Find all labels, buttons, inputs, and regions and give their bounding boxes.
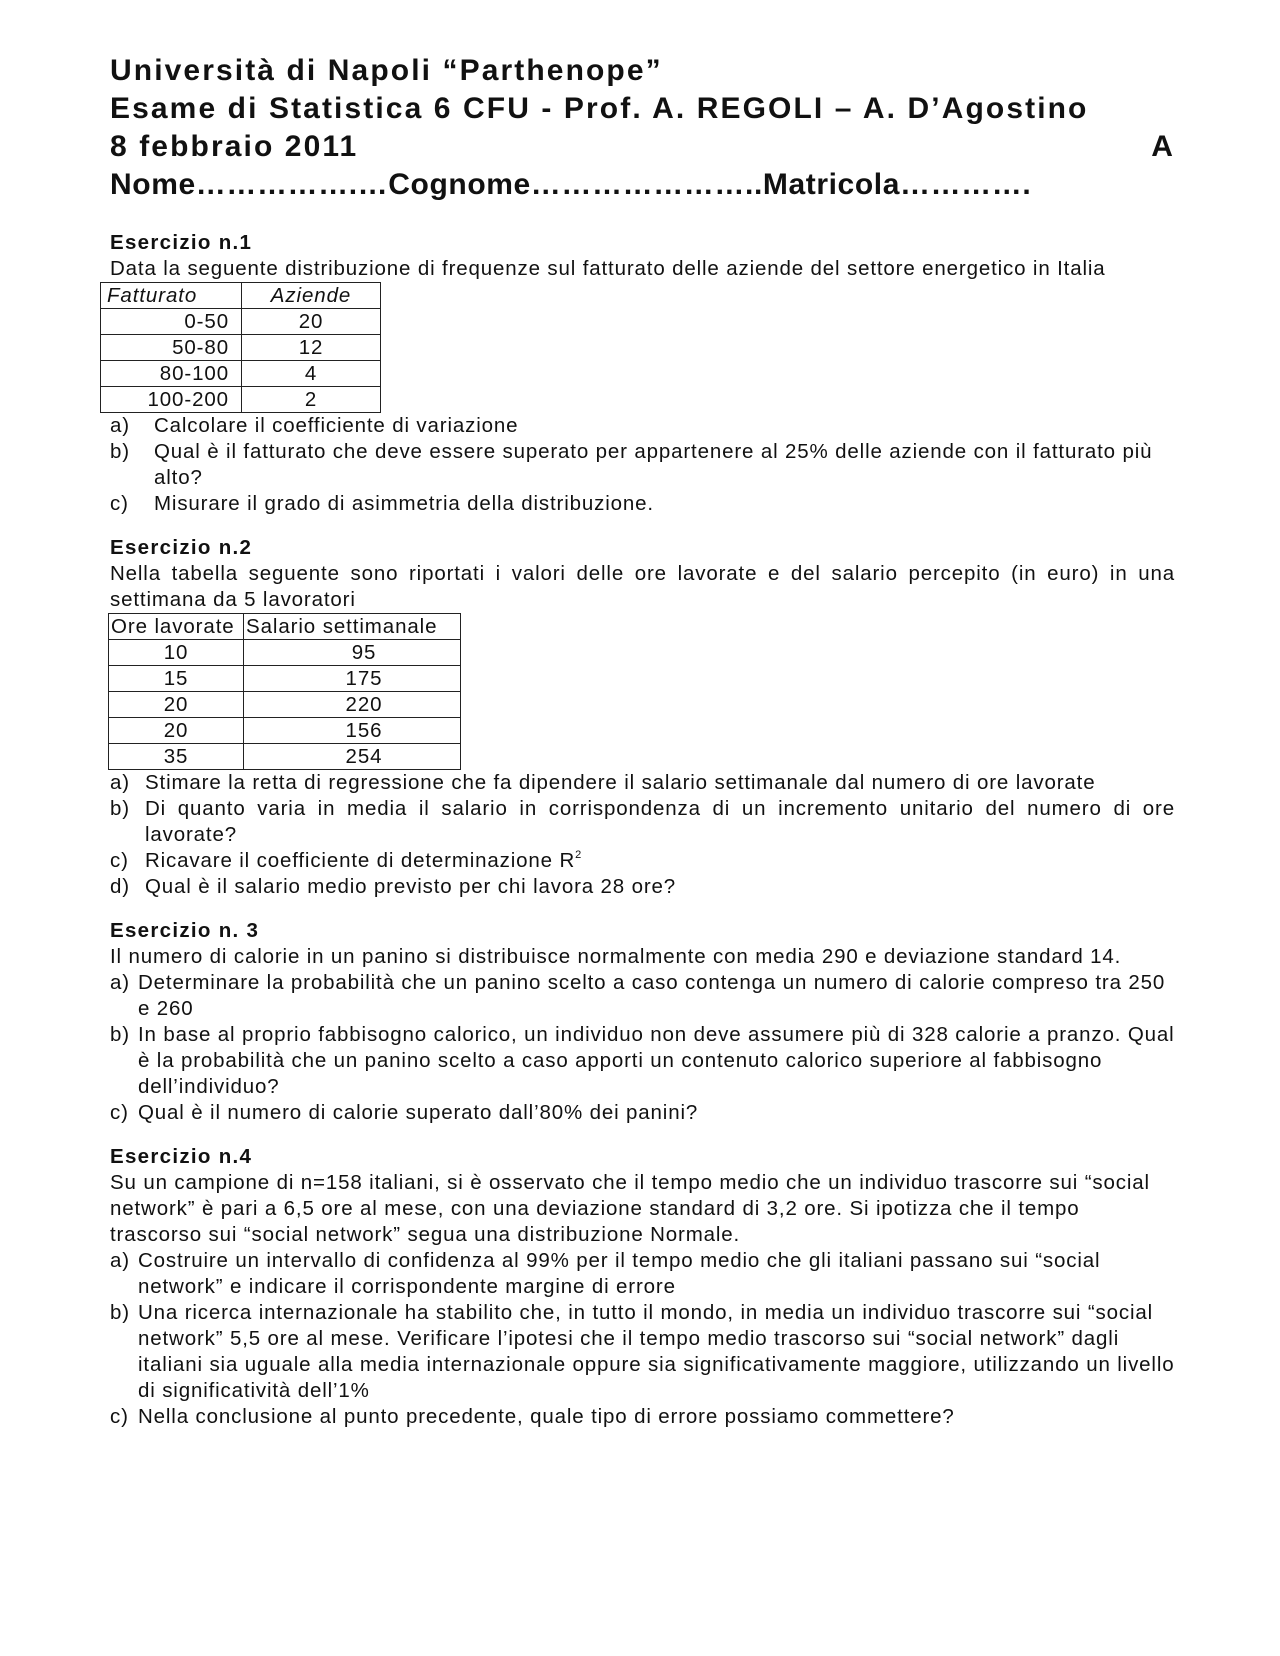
exercise-intro: Data la seguente distribuzione di frequenze sul fatturato delle aziende del settore energetico in Italia [110, 257, 1106, 280]
exercise-intro: Il numero di calorie in un panino si distribuisce normalmente con media 290 e deviazione standard 14. [110, 945, 1122, 968]
table-header-row [109, 614, 461, 640]
table-cell: 100-200 [101, 387, 242, 413]
table-cell: 15 [109, 666, 244, 692]
table-cell: 4 [242, 361, 381, 387]
question-item [110, 970, 1175, 1022]
question-item [110, 1100, 1175, 1126]
question-item [110, 439, 1175, 491]
question-text: In base al proprio fabbisogno calorico, un individuo non deve assumere più di 328 calorie a pranzo. Qual è la probabilità che un panino scelto a caso apporti un contenuto calorico superiore al fabbisogno dell’individuo? [138, 1023, 1175, 1098]
table-cell: 20 [242, 309, 381, 335]
question-item [110, 796, 1175, 848]
question-list [110, 970, 1175, 1126]
exam-version: A [1151, 130, 1175, 163]
question-item [110, 1022, 1175, 1100]
question-label: c) [110, 1405, 129, 1428]
table-row [101, 309, 381, 335]
column-header: Aziende [242, 283, 381, 309]
column-header: Ore lavorate [109, 614, 244, 640]
exam-title: Esame di Statistica 6 CFU - Prof. A. REGOLI – A. D’Agostino [110, 92, 1089, 125]
question-item [110, 1248, 1175, 1300]
university-title: Università di Napoli “Parthenope” [110, 54, 663, 87]
question-label: c) [110, 492, 129, 515]
question-label: b) [110, 1023, 130, 1046]
question-text [145, 848, 1175, 874]
question-label: a) [110, 771, 130, 794]
question-item [110, 874, 1175, 900]
exercise-3 [110, 918, 1175, 1126]
table-row [109, 718, 461, 744]
question-item [110, 491, 1175, 517]
question-text: Determinare la probabilità che un panino scelto a caso contenga un numero di calorie compreso tra 250 e 260 [138, 971, 1166, 1020]
table-cell: 80-100 [101, 361, 242, 387]
wage-table [108, 613, 461, 770]
column-header: Fatturato [101, 283, 242, 309]
exercise-intro: Su un campione di n=158 italiani, si è osservato che il tempo medio che un individuo trascorre sui “social network” è pari a 6,5 ore al mese, con una deviazione standard di 3,2 ore. Si ipotizza che il tempo trascorso sui “social network” segua una distribuzione Normale. [110, 1171, 1150, 1246]
table-cell: 0-50 [101, 309, 242, 335]
table-cell: 220 [244, 692, 461, 718]
table-row [109, 666, 461, 692]
table-header-row [101, 283, 381, 309]
exercise-title: Esercizio n.2 [110, 536, 253, 559]
table-row [101, 335, 381, 361]
question-label: a) [110, 414, 130, 437]
table-cell: 20 [109, 692, 244, 718]
question-label: c) [110, 849, 129, 872]
question-item [110, 1404, 1175, 1430]
question-label: a) [110, 1249, 130, 1272]
table-cell: 175 [244, 666, 461, 692]
exercise-title: Esercizio n.4 [110, 1145, 253, 1168]
question-item [110, 770, 1175, 796]
exercise-4 [110, 1144, 1175, 1430]
exam-page [107, 52, 1175, 1430]
table-row [109, 692, 461, 718]
question-item [110, 848, 1175, 874]
question-list [110, 1248, 1175, 1430]
question-text: Qual è il salario medio previsto per chi lavora 28 ore? [145, 875, 677, 898]
exercise-1 [107, 230, 1175, 517]
table-row [109, 744, 461, 770]
table-row [101, 387, 381, 413]
question-text: Misurare il grado di asimmetria della distribuzione. [154, 492, 654, 515]
question-text-main: Ricavare il coefficiente di determinazione R [145, 849, 576, 872]
question-text: Calcolare il coefficiente di variazione [154, 414, 519, 437]
table-cell: 35 [109, 744, 244, 770]
question-label: c) [110, 1101, 129, 1124]
question-text: Costruire un intervallo di confidenza al 99% per il tempo medio che gli italiani passano sui “social network” e indicare il corrispondente margine di errore [138, 1249, 1101, 1298]
column-header: Salario settimanale [244, 614, 461, 640]
table-cell: 12 [242, 335, 381, 361]
question-label: b) [110, 797, 130, 820]
table-cell: 2 [242, 387, 381, 413]
question-list [110, 770, 1175, 900]
question-list [110, 413, 1175, 517]
exam-date: 8 febbraio 2011 [110, 130, 359, 163]
question-label: b) [110, 1301, 130, 1324]
table-row [109, 640, 461, 666]
table-cell: 95 [244, 640, 461, 666]
exercise-2 [110, 535, 1175, 900]
exercise-title: Esercizio n. 3 [110, 919, 260, 942]
table-cell: 156 [244, 718, 461, 744]
table-cell: 50-80 [101, 335, 242, 361]
question-item [110, 413, 1175, 439]
question-text: Una ricerca internazionale ha stabilito che, in tutto il mondo, in media un individuo trascorre sui “social network” 5,5 ore al mese. Verificare l’ipotesi che il tempo medio trascorso sui “social network” dagli italiani sia uguale alla media internazionale oppure sia significativamente maggiore, utilizzando un livello di significatività dell’1% [138, 1301, 1175, 1402]
question-label: a) [110, 971, 130, 994]
table-cell: 10 [109, 640, 244, 666]
question-text: Qual è il numero di calorie superato dall’80% dei panini? [138, 1101, 699, 1124]
table-cell: 254 [244, 744, 461, 770]
date-row [110, 128, 1175, 166]
superscript: 2 [575, 849, 583, 861]
exam-header [110, 52, 1175, 204]
question-label: b) [110, 440, 130, 463]
question-text: Nella conclusione al punto precedente, quale tipo di errore possiamo commettere? [138, 1405, 955, 1428]
exercise-intro: Nella tabella seguente sono riportati i valori delle ore lavorate e del salario percepito (in euro) in una settimana da 5 lavoratori [110, 562, 1175, 611]
student-fields: Nome…………….…Cognome…………………..Matricola…………. [110, 168, 1032, 201]
question-text: Qual è il fatturato che deve essere superato per appartenere al 25% delle aziende con il fatturato più alto? [154, 440, 1153, 489]
question-label: d) [110, 875, 130, 898]
table-row [101, 361, 381, 387]
frequency-table [100, 282, 381, 413]
table-cell: 20 [109, 718, 244, 744]
exercise-title: Esercizio n.1 [110, 231, 253, 254]
question-text: Di quanto varia in media il salario in corrispondenza di un incremento unitario del numero di ore lavorate? [145, 797, 1175, 846]
question-item [110, 1300, 1175, 1404]
question-text: Stimare la retta di regressione che fa dipendere il salario settimanale dal numero di ore lavorate [145, 771, 1096, 794]
